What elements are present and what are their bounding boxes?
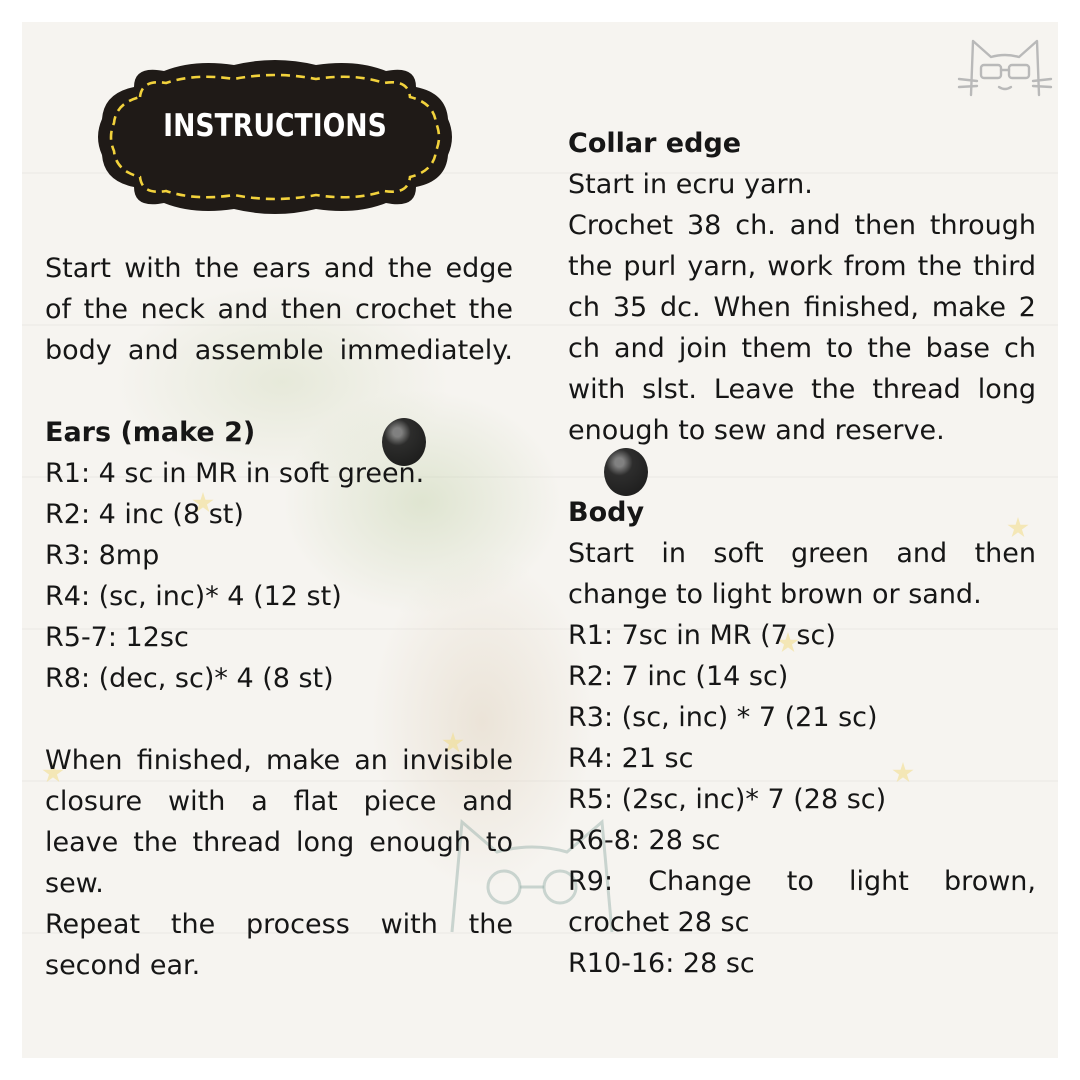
ears-finish-line: closure with a flat piece and (45, 786, 513, 817)
collar-line: ch and join them to the base ch (568, 333, 1036, 364)
body-row: R4: 21 sc (568, 743, 694, 774)
body-row: R9: Change to light brown, (568, 866, 1036, 897)
collar-line: enough to sew and reserve. (568, 415, 945, 446)
collar-line: Start in ecru yarn. (568, 169, 813, 200)
body-row: R1: 7sc in MR (7 sc) (568, 620, 836, 651)
body-row: R6-8: 28 sc (568, 825, 721, 856)
collar-line: the purl yarn, work from the third (568, 251, 1036, 282)
body-row: R2: 7 inc (14 sc) (568, 661, 789, 692)
collar-heading: Collar edge (568, 128, 742, 159)
body-row: crochet 28 sc (568, 907, 750, 938)
intro-line: Start with the ears and the edge (45, 253, 513, 284)
ears-row: R3: 8mp (45, 540, 160, 571)
ears-row: R4: (sc, inc)* 4 (12 st) (45, 581, 342, 612)
collar-line: Crochet 38 ch. and then through (568, 210, 1036, 241)
ears-row: R2: 4 inc (8 st) (45, 499, 244, 530)
ears-finish-line: Repeat the process with the (45, 909, 513, 940)
body-row: R10-16: 28 sc (568, 948, 755, 979)
body-row: R3: (sc, inc) * 7 (21 sc) (568, 702, 878, 733)
body-intro-line: change to light brown or sand. (568, 579, 982, 610)
body-row: R5: (2sc, inc)* 7 (28 sc) (568, 784, 887, 815)
collar-line: with slst. Leave the thread long (568, 374, 1036, 405)
page-title: INSTRUCTIONS (163, 108, 387, 144)
ears-row: R8: (dec, sc)* 4 (8 st) (45, 663, 334, 694)
body-heading: Body (568, 497, 645, 528)
left-column (45, 248, 513, 986)
ears-row: R1: 4 sc in MR in soft green. (45, 458, 425, 489)
ears-finish-line: When finished, make an invisible (45, 745, 513, 776)
collar-line: ch 35 dc. When finished, make 2 (568, 292, 1036, 323)
ears-finish-line: second ear. (45, 950, 201, 981)
right-column (568, 123, 1036, 984)
body-intro-line: Start in soft green and then (568, 538, 1036, 569)
ears-row: R5-7: 12sc (45, 622, 189, 653)
ears-finish-line: sew. (45, 868, 104, 899)
intro-line: body and assemble immediately. (45, 335, 513, 366)
ears-finish-line: leave the thread long enough to (45, 827, 513, 858)
intro-line: of the neck and then crochet the (45, 294, 513, 325)
ears-heading: Ears (make 2) (45, 417, 256, 448)
cat-with-glasses-icon (955, 35, 1055, 101)
